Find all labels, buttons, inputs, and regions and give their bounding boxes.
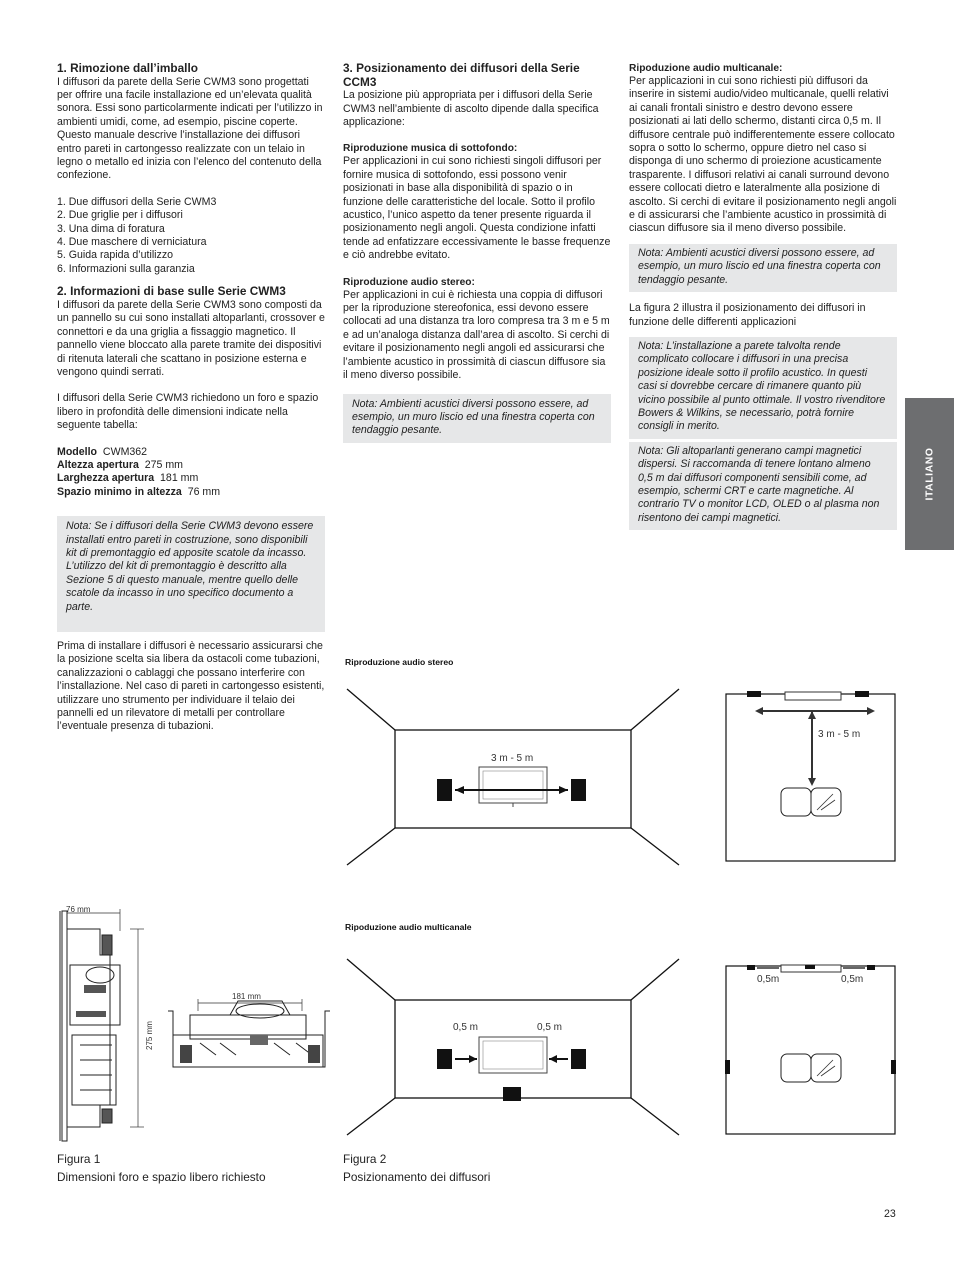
contents-list [57,196,325,276]
language-tab-label: ITALIANO [924,447,935,501]
stereo-room-plan [725,690,897,865]
section-2-note: Nota: Se i diffusori della Serie CWM3 devono essere installati entro pareti in costruzione, sono disponibili kit di premontaggio ed apposite scatole da incasso. L’utilizzo del kit di premontaggio è descritto alla Sezione 5 di questo manuale, mentre quello delle scatole da incasso in uno specifico documento a parte. [57,516,325,632]
section-3-title: 3. Posizionamento dei diffusori della Serie CCM3 [343,61,580,89]
list-item: 3. Una dima di foratura [57,222,165,235]
section-3-note: Nota: Ambienti acustici diversi possono essere, ad esempio, un muro liscio ed una finestra coperta con tendaggio pesante. [343,394,611,443]
multichannel-body-2: La figura 2 illustra il posizionamento dei diffusori in funzione delle differenti applicazioni [629,302,866,328]
column-3 [629,62,897,530]
section-2-body-1: I diffusori da parete della Serie CWM3 sono composti da un pannello su cui sono installati altoparlanti, crossover e connettori e da una griglia a fissaggio magnetico. Il pannello viene bloccato alla parete tramite dei dispositivi di ritenuta laterali che scattano in posizione esterna e vengono quindi serrati. [57,298,325,378]
list-item: 6. Informazioni sulla garanzia [57,262,195,275]
multichannel-room-perspective [343,955,688,1140]
multichannel-room-plan [725,962,897,1137]
section-2-body-2: I diffusori della Serie CWM3 richiedono un foro e spazio libero in profondità delle dimensioni indicate nella seguente tabella: [57,392,319,432]
section-2-body-3: Prima di installare i diffusori è necessario assicurarsi che la posizione scelta sia libera da ostacoli come tubazioni, canalizzazioni o cablaggi che possano interferire con l’installazione. Nel caso di pareti in cartongesso esistenti, utilizzare uno strumento per individuare il telaio dei pannelli ed un rilevatore di metalli per controllare l’eventuale presenza di tubazioni. [57,640,325,733]
plan-left-distance: 0,5m [757,974,780,985]
spec-row: Modello CWM362 [57,445,148,458]
spec-row: Altezza apertura 275 mm [57,458,184,471]
plan-right-distance: 0,5m [841,974,864,985]
multichannel-diagram-label: Ripoduzione audio multicanale [345,922,472,932]
stereo-distance-plan: 3 m - 5 m [818,729,861,740]
figure-2-number: Figura 2 [343,1152,387,1166]
figure-2-caption [343,1150,490,1186]
dim-height-label: 275 mm [145,1021,154,1050]
list-item: 4. Due maschere di verniciatura [57,236,207,249]
column-1 [57,62,325,734]
multichannel-note-3: Nota: Gli altoparlanti generano campi magnetici dispersi. Si raccomanda di tenere lontano almeno 0,5 m dai diffusori componenti sensibili come, ad esempio, schermi CRT e carte magnetiche. Al contrario TV o monitor LCD, OLED o al plasma non risentono dei campi magnetici. [629,442,897,530]
list-item: 5. Guida rapida d’utilizzo [57,249,174,262]
stereo-distance-front: 3 m - 5 m [491,753,534,764]
figure-1-drawing [40,895,340,1150]
language-tab [905,398,954,550]
subsection-multichannel-body: Per applicazioni in cui sono richiesti più diffusori da inserire in sistemi audio/video multicanale, quelli relativi ai canali frontali sinistro e destro devono essere posizionati ai lati dello schermo, distanti circa 0,5 m. Il diffusore centrale può indifferentemente essere collocato sopra o sotto lo schermo, oppure dietro nel caso si disponga di uno schermo di proiezione acusticamente trasparente. I diffusori relativi ai canali surround devono essere collocati dietro e lateralmente alla posizione di ascolto. Si cerchi di evitare il posizionamento negli angoli e di assicurarsi che l’ambiente acustico in prossimità di ciascun diffusore sia il meno diverso possibile. [629,75,897,235]
subsection-stereo-body: Per applicazioni in cui è richiesta una coppia di diffusori per la riproduzione stereofonica, essi devono essere collocati ad una distanza tra loro compresa tra 3 m e 5 m e ad un’analoga distanza dall’area di ascolto. Si cerchi di evitare il posizionamento negli angoli ed assicurarsi che l’ambiente acustico in prossimità di ciascun diffusore sia il meno diverso possibile. [343,288,610,382]
figure-1-text: Dimensioni foro e spazio libero richiesto [57,1170,266,1184]
column-2 [343,62,611,443]
page-number: 23 [884,1208,896,1220]
subsection-stereo-title: Riproduzione audio stereo: [343,276,475,288]
spec-row: Larghezza apertura 181 mm [57,472,199,485]
figure-1-number: Figura 1 [57,1152,101,1166]
figure-1-caption [57,1150,266,1186]
subsection-background-body: Per applicazioni in cui sono richiesti singoli diffusori per fornire musica di sottofondo, essi possono venir posizionati in base alla disponibilità di spazio o in funzione delle caratteristiche del locale. Sotto il profilo acustico, l’unico aspetto da tener presente riguarda il posizionamento negli angoli. Questa condizione infatti tende ad enfatizzare eccessivamente le basse frequenze e ciò andrebbe evitato. [343,155,611,262]
dim-width-label: 181 mm [232,992,261,1001]
list-item: 1. Due diffusori della Serie CWM3 [57,195,217,208]
multichannel-left-distance: 0,5 m [453,1022,479,1033]
multichannel-note-1: Nota: Ambienti acustici diversi possono essere, ad esempio, un muro liscio ed una finestra coperta con tendaggio pesante. [629,244,897,292]
section-1-body: I diffusori da parete della Serie CWM3 sono progettati per offrire una facile installazione ed un’elevata qualità sonora. Essi sono particolarmente indicati per l’utilizzo in ambienti umidi, come, ad esempio, piscine coperte. Questo manuale descrive l’installazione dei diffusori entro pareti in cartongesso realizzate con un telaio in legno o metallo ed inizia con l’elenco del contenuto della confezione. [57,75,323,182]
subsection-background-title: Riproduzione musica di sottofondo: [343,143,518,155]
multichannel-right-distance: 0,5 m [537,1022,563,1033]
multichannel-note-2: Nota: L’installazione a parete talvolta rende complicato collocare i diffusori in una precisa posizione ideale sotto il profilo acustico. In questi casi si dovrebbe cercare di rimanere quanto più vicino possibile al punto ottimale. Il vostro rivenditore Bowers & Wilkins, se necessario, potrà fornire consigli in merito. [629,337,897,439]
spec-table [57,446,325,500]
section-1-title: 1. Rimozione dall’imballo [57,61,198,75]
figure-2-text: Posizionamento dei diffusori [343,1170,491,1184]
section-3-body: La posizione più appropriata per i diffusori della Serie CWM3 nell’ambiente di ascolto dipende dalla specifica applicazione: [343,89,599,128]
dim-depth-label: 76 mm [66,905,91,914]
spec-row: Spazio minimo in altezza 76 mm [57,485,221,498]
stereo-room-perspective [343,685,688,870]
list-item: 2. Due griglie per i diffusori [57,209,183,222]
section-2-title: 2. Informazioni di base sulle Serie CWM3 [57,284,286,299]
subsection-multichannel-title: Ripoduzione audio multicanale: [629,63,783,74]
stereo-diagram-label: Riproduzione audio stereo [345,657,454,667]
